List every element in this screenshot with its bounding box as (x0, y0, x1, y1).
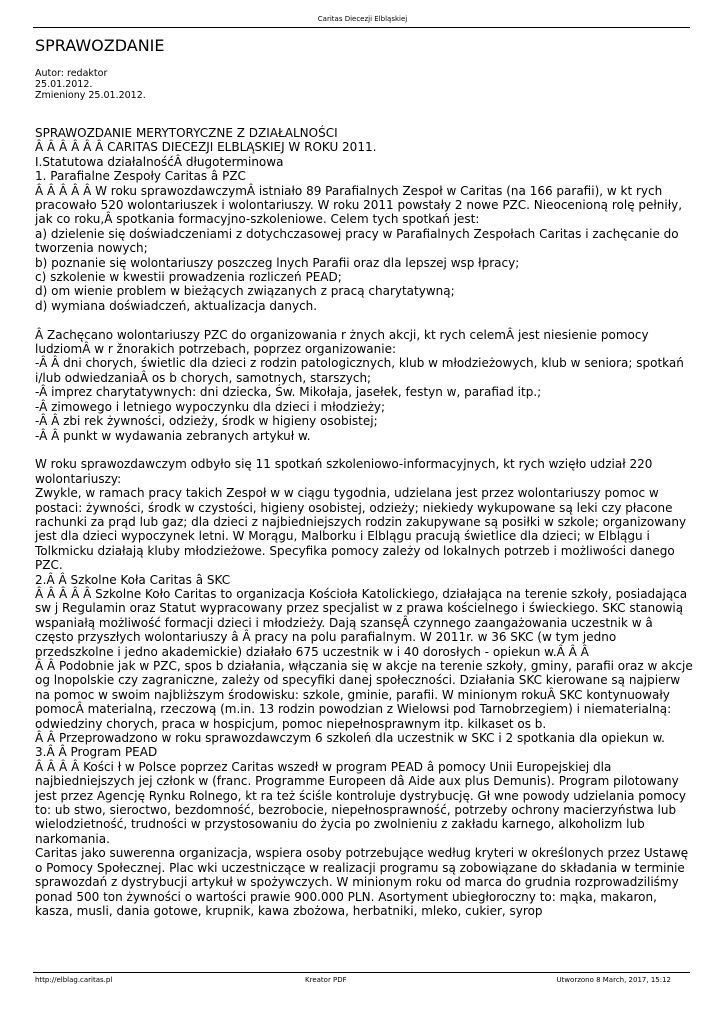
list-item: d) om wienie problem w bieżących związanych z pracą charytatywną; (35, 284, 455, 299)
paragraph: Â Â Â Â Â W roku sprawozdawczymÂ istniało 89 Parafialnych Zespoł w Caritas (na 166 parafii), w kt rych pracowało 520 wolontariuszek i wolontariuszy. W roku 2011 powstały 2 nowe PZC. Nieocenioną rolę pełniły, jak co roku,Â spotkania formacyjno-szkoleniowe. Celem tych spotkań jest: (35, 183, 683, 227)
paragraph: Â Â Â Â Â Szkolne Koło Caritas to organizacja Kościoła Katolickiego, działająca na terenie szkoły, posiadająca sw j Regulamin oraz Statut wypracowany przez specjalist w z prawa kościelnego i świeckiego. SKC stanowią wspaniałą możliwość formacji dzieci i młodzieży. Dają szansęÂ czynnego zaangażowania uczestnik w â często przyszłych wolontariuszy â Â pracy na polu parafialnym. W 2011r. w 36 SKC (w tym jedno przedszkolne i jedno akademickie) działało 675 uczestnik w i 40 dorosłych - opiekun w.Â Â Â (35, 586, 688, 659)
list-item: -Â Â dni chorych, świetlic dla dzieci z rodzin patologicznych, klub w młodzieżowych, klub w seniora; spotkań i/lub odwiedzaniaÂ os b chorych, samotnych, starszych; (35, 356, 684, 385)
list-item: -Â zimowego i letniego wypoczynku dla dzieci i młodzieży; (35, 399, 386, 414)
subsection-heading-skc: 2.Â Â Szkolne Koła Caritas â SKC (35, 572, 231, 587)
report-subheading: Â Â Â Â Â Â CARITAS DIECEZJI ELBLĄSKIEJ W ROKU 2011. (35, 140, 377, 155)
report-heading: SPRAWOZDANIE MERYTORYCZNE Z DZIAŁALNOŚCI (35, 126, 338, 140)
paragraph-gap (35, 313, 695, 327)
subsection-heading-pead: 3.Â Â Program PEAD (35, 745, 158, 760)
document-title: SPRAWOZDANIE (35, 36, 165, 55)
footer-url-link[interactable]: http://elblag.caritas.pl (35, 976, 113, 984)
date-line: 25.01.2012. (35, 79, 93, 91)
list-item: d) wymiana doświadczeń, aktualizacja danych. (35, 298, 318, 313)
document-meta (35, 68, 146, 102)
paragraph: Caritas jako suwerenna organizacja, wspiera osoby potrzebujące według kryteri w określonych przez Ustawę o Pomocy Społecznej. Plac wki uczestniczące w realizacji programu są zobowiązane do składania w terminie sprawozdań z dystrybucji artykuł w spożywczych. W minionym roku od marca do grudnia rozprowadziliśmy ponad 500 ton żywności o wartości prawie 900.000 PLN. Asortyment ubiegłoroczny to: mąka, makaron, kasza, musli, dania gotowe, krupnik, kawa zbożowa, herbatniki, mleko, cukier, syrop (35, 846, 689, 918)
paragraph: W roku sprawozdawczym odbyło się 11 spotkań szkoleniowo-informacyjnych, kt rych wzięło udział 220 wolontariuszy: (35, 457, 653, 486)
paragraph: Â Â Podobnie jak w PZC, spos b działania, włączania się w akcje na terenie szkoły, gminy, parafii oraz w akcje og lnopolskie czy zagraniczne, zależy od specyfiki danej społeczności. Działania SKC kierowane są najpierw na pomoc w swoim najbliższym środowisku: szkole, gminie, parafii. W minionym rokuÂ SKC kontynuowały pomocÂ materialną, rzeczową (m.in. 13 rodzin powodzian z Wielowsi pod Tarnobrzegiem) i niematerialną: odwiedziny chorych, praca w hospicjum, pomoc niepełnosprawnym itp. kilkaset os b. (35, 659, 693, 731)
paragraph: Â Â Â Â Kości ł w Polsce poprzez Caritas wszedł w program PEAD â pomocy Unii Europejskiej dla najbiedniejszych jej członk w (franc. Programme Europeen dâ Aide aux plus Demunis). Program pilotowany jest przez Agencję Rynku Rolnego, kt ra też ściśle kontroluje dystrybucję. Gł wne powody udzielania pomocy to: ub stwo, sieroctwo, bezdomność, bezrobocie, niepełnosprawność, potrzeby ochrony macierzyństwa lub wielodzietność, trudności w przystosowaniu do życia po zwolnieniu z zakładu karnego, alkoholizm lub narkomania. (35, 759, 686, 846)
paragraph: Â Â Przeprowadzono w roku sprawozdawczym 6 szkoleń dla uczestnik w SKC i 2 spotkania dla opiekun w. (35, 731, 665, 746)
footer-created-date: Utworzono 8 March, 2017, 15:12 (556, 976, 671, 984)
section-heading: I.Statutowa działalnośćÂ długoterminowa (35, 154, 284, 169)
list-item: -Â imprez charytatywnych: dni dziecka, Św. Mikołaja, jasełek, festyn w, parafiad itp.; (35, 385, 542, 400)
subsection-heading-pzc: 1. Parafialne Zespoły Caritas â PZC (35, 169, 246, 184)
list-item: c) szkolenie w kwestii prowadzenia rozliczeń PEAD; (35, 270, 342, 285)
footer-generator: Kreator PDF (305, 976, 347, 984)
list-item: b) poznanie się wolontariuszy poszczeg lnych Parafii oraz dla lepszej wsp łpracy; (35, 255, 520, 270)
header-divider (33, 27, 690, 28)
list-item: -Â Â punkt w wydawania zebranych artykuł w. (35, 428, 311, 443)
paragraph: Zwykle, w ramach pracy takich Zespoł w w ciągu tygodnia, udzielana jest przez wolontariuszy pomoc w postaci: żywności, środk w czystości, higieny osobistej, odzieży; niekiedy wykupowane są leki czy płacone rachunki za prąd lub gaz; dla dzieci z najbiedniejszych rodzin zakupywane są posiłki w szkole; organizowany jest dla dzieci wypoczynek letni. W Morągu, Malborku i Elblągu pracują świetlice dla dzieci; w Elblągu i Tolkmicku działają kluby młodzieżowe. Specyfika pomocy zależy od lokalnych potrzeb i możliwości danego PZC. (35, 486, 687, 573)
author-line: Autor: redaktor (35, 68, 108, 79)
modified-line: Zmieniony 25.01.2012. (35, 90, 146, 102)
report-body (35, 126, 695, 918)
list-item: -Â Â zbi rek żywności, odzieży, środk w higieny osobistej; (35, 414, 378, 429)
paragraph: Â Zachęcano wolontariuszy PZC do organizowania r żnych akcji, kt rych celemÂ jest niesienie pomocy ludziomÂ w r žnorakich potrzebach, poprzez organizowanie: (35, 327, 649, 357)
page-header-title: Caritas Diecezji Elbląskiej (317, 15, 408, 23)
footer-divider (33, 972, 690, 973)
paragraph-gap (35, 443, 695, 457)
list-item: a) dzielenie się doświadczeniami z dotychczasowej pracy w Parafialnych Zespołach Caritas i zachęcanie do tworzenia nowych; (35, 226, 679, 256)
